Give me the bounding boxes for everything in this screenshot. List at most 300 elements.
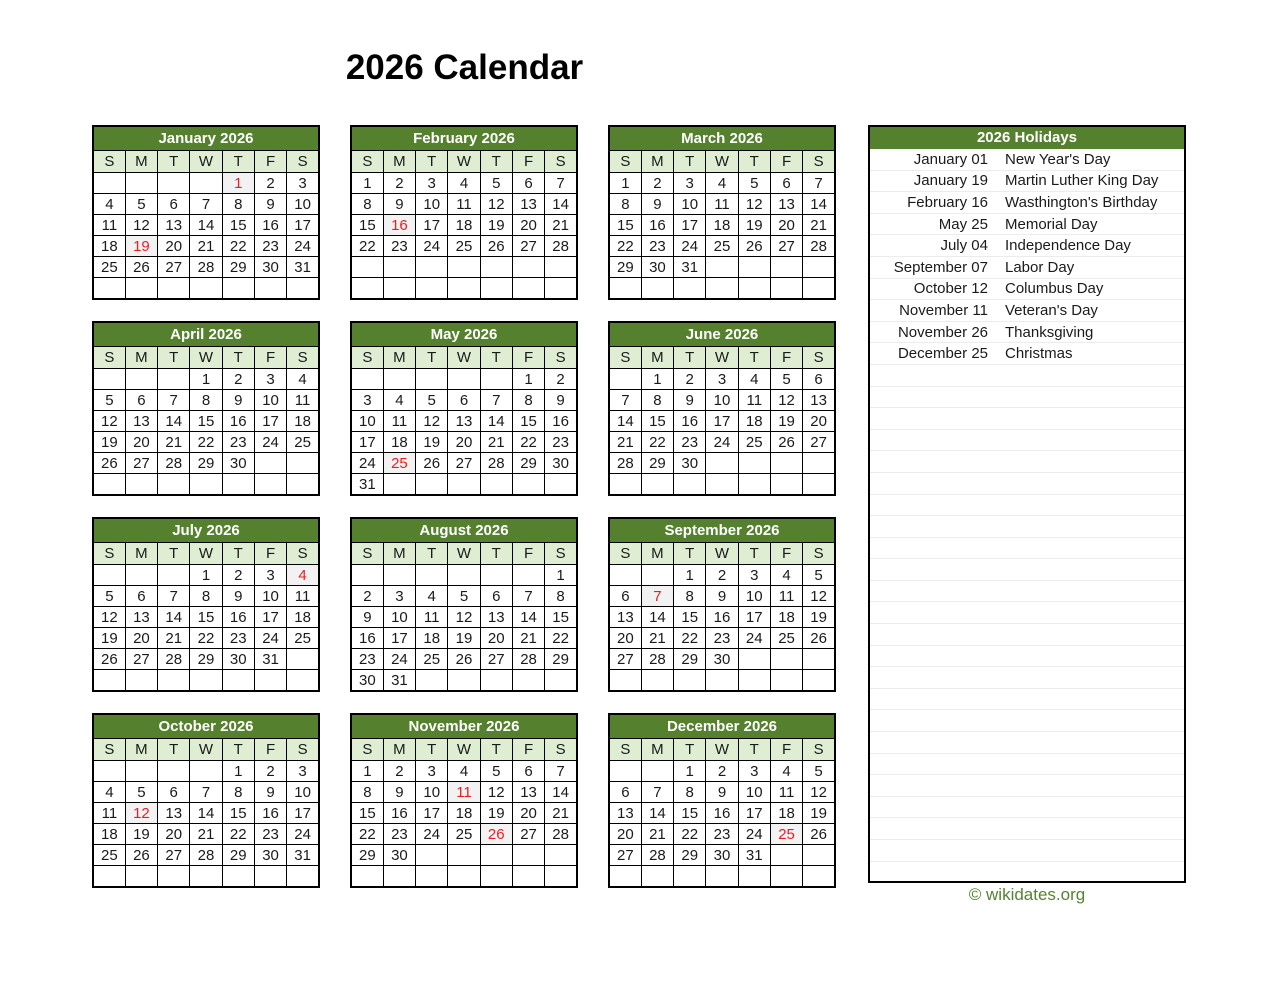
day-cell: 29 (609, 257, 641, 278)
day-cell: 20 (803, 411, 835, 432)
empty-day-cell (287, 278, 319, 300)
empty-day-cell (641, 866, 673, 888)
weekday-header: S (545, 151, 577, 173)
holidays-panel (868, 125, 1186, 883)
day-cell: 7 (803, 173, 835, 194)
day-cell: 25 (416, 649, 448, 670)
day-cell: 20 (480, 628, 512, 649)
day-cell: 13 (480, 607, 512, 628)
day-cell: 18 (287, 607, 319, 628)
day-cell: 11 (93, 803, 125, 824)
day-cell: 18 (287, 411, 319, 432)
empty-day-cell (254, 278, 286, 300)
day-cell: 3 (674, 173, 706, 194)
day-cell: 3 (706, 369, 738, 390)
day-cell: 26 (803, 628, 835, 649)
weekday-header: S (545, 347, 577, 369)
weekday-header: F (254, 543, 286, 565)
day-cell: 28 (512, 649, 544, 670)
day-cell: 12 (480, 194, 512, 215)
day-cell: 3 (254, 369, 286, 390)
empty-day-cell (609, 761, 641, 782)
weekday-header: W (448, 543, 480, 565)
day-cell: 17 (351, 432, 383, 453)
empty-day-cell (480, 845, 512, 866)
weekday-header: S (803, 543, 835, 565)
holiday-date: December 25 (897, 345, 988, 363)
month-header: February 2026 (351, 126, 577, 151)
day-cell: 29 (545, 649, 577, 670)
day-cell: 28 (641, 649, 673, 670)
holiday-name: Labor Day (1005, 258, 1075, 276)
empty-day-cell (190, 670, 222, 692)
empty-day-cell (609, 565, 641, 586)
day-cell: 12 (480, 782, 512, 803)
empty-day-cell (287, 453, 319, 474)
empty-day-cell (545, 866, 577, 888)
day-cell: 27 (480, 649, 512, 670)
empty-day-cell (674, 278, 706, 300)
holiday-date: January 19 (913, 172, 988, 190)
weekday-header: F (770, 151, 802, 173)
empty-day-cell (287, 474, 319, 496)
day-cell: 11 (383, 411, 415, 432)
holiday-empty-row (870, 473, 1184, 495)
copyright-footer (868, 885, 1186, 905)
holiday-name: Independence Day (1005, 237, 1131, 255)
month-header: September 2026 (609, 518, 835, 543)
day-cell: 13 (125, 607, 157, 628)
day-cell: 8 (641, 390, 673, 411)
empty-day-cell (738, 866, 770, 888)
empty-day-cell (641, 278, 673, 300)
empty-day-cell (158, 369, 190, 390)
day-cell: 27 (609, 845, 641, 866)
month-header: January 2026 (93, 126, 319, 151)
day-cell: 5 (770, 369, 802, 390)
day-cell: 28 (641, 845, 673, 866)
day-cell: 3 (416, 761, 448, 782)
day-cell: 7 (158, 586, 190, 607)
holiday-empty-row (870, 365, 1184, 387)
day-cell: 20 (512, 215, 544, 236)
day-cell: 20 (512, 803, 544, 824)
month-header: June 2026 (609, 322, 835, 347)
holiday-row (870, 235, 1184, 257)
empty-day-cell (416, 670, 448, 692)
day-cell: 27 (803, 432, 835, 453)
day-cell: 1 (351, 761, 383, 782)
day-cell: 1 (222, 761, 254, 782)
holiday-date: May 25 (938, 215, 988, 233)
empty-day-cell (738, 670, 770, 692)
empty-day-cell (641, 761, 673, 782)
weekday-header: M (383, 739, 415, 761)
day-cell: 25 (93, 257, 125, 278)
holiday-day-cell: 12 (125, 803, 157, 824)
empty-day-cell (93, 474, 125, 496)
holiday-day-cell: 25 (383, 453, 415, 474)
day-cell: 24 (383, 649, 415, 670)
day-cell: 2 (222, 369, 254, 390)
day-cell: 10 (254, 390, 286, 411)
day-cell: 2 (545, 369, 577, 390)
day-cell: 21 (190, 236, 222, 257)
day-cell: 18 (448, 803, 480, 824)
day-cell: 1 (674, 565, 706, 586)
day-cell: 18 (93, 824, 125, 845)
day-cell: 19 (416, 432, 448, 453)
weekday-header: S (609, 543, 641, 565)
day-cell: 2 (351, 586, 383, 607)
day-cell: 5 (738, 173, 770, 194)
empty-day-cell (158, 761, 190, 782)
day-cell: 5 (416, 390, 448, 411)
holiday-empty-row (870, 862, 1184, 883)
day-cell: 31 (287, 257, 319, 278)
day-cell: 26 (803, 824, 835, 845)
day-cell: 22 (190, 432, 222, 453)
day-cell: 6 (158, 782, 190, 803)
day-cell: 20 (609, 824, 641, 845)
weekday-header: T (674, 347, 706, 369)
weekday-header: S (803, 151, 835, 173)
empty-day-cell (706, 866, 738, 888)
day-cell: 9 (545, 390, 577, 411)
weekday-header: M (641, 347, 673, 369)
weekday-header: S (545, 739, 577, 761)
holiday-day-cell: 25 (770, 824, 802, 845)
day-cell: 17 (254, 411, 286, 432)
day-cell: 18 (770, 803, 802, 824)
empty-day-cell (480, 565, 512, 586)
day-cell: 28 (480, 453, 512, 474)
day-cell: 28 (803, 236, 835, 257)
weekday-header: M (125, 151, 157, 173)
day-cell: 13 (609, 803, 641, 824)
day-cell: 29 (190, 453, 222, 474)
day-cell: 13 (158, 803, 190, 824)
empty-day-cell (351, 866, 383, 888)
weekday-header: T (158, 739, 190, 761)
day-cell: 15 (641, 411, 673, 432)
month-calendar-november-2026 (350, 713, 578, 888)
day-cell: 23 (674, 432, 706, 453)
day-cell: 18 (383, 432, 415, 453)
day-cell: 29 (674, 845, 706, 866)
month-header: April 2026 (93, 322, 319, 347)
empty-day-cell (609, 369, 641, 390)
month-calendar-june-2026 (608, 321, 836, 496)
weekday-header: W (706, 739, 738, 761)
wikidates-link[interactable]: © wikidates.org (968, 885, 1086, 904)
empty-day-cell (480, 474, 512, 496)
weekday-header: W (190, 347, 222, 369)
day-cell: 23 (383, 824, 415, 845)
holiday-empty-row (870, 775, 1184, 797)
day-cell: 29 (351, 845, 383, 866)
holiday-name: Martin Luther King Day (1005, 172, 1159, 190)
day-cell: 25 (770, 628, 802, 649)
holiday-row (870, 214, 1184, 236)
empty-day-cell (803, 649, 835, 670)
day-cell: 17 (254, 607, 286, 628)
months-grid (92, 125, 836, 888)
day-cell: 4 (770, 761, 802, 782)
empty-day-cell (254, 866, 286, 888)
empty-day-cell (448, 369, 480, 390)
empty-day-cell (222, 866, 254, 888)
day-cell: 2 (641, 173, 673, 194)
holiday-date: January 01 (913, 150, 988, 168)
day-cell: 2 (706, 761, 738, 782)
holiday-row (870, 257, 1184, 279)
month-header: March 2026 (609, 126, 835, 151)
holiday-row (870, 171, 1184, 193)
day-cell: 27 (448, 453, 480, 474)
day-cell: 8 (351, 194, 383, 215)
weekday-header: S (287, 543, 319, 565)
day-cell: 8 (674, 782, 706, 803)
weekday-header: T (480, 347, 512, 369)
weekday-header: F (770, 739, 802, 761)
month-calendar-march-2026 (608, 125, 836, 300)
weekday-header: F (254, 151, 286, 173)
day-cell: 28 (545, 824, 577, 845)
day-cell: 15 (222, 803, 254, 824)
holiday-row (870, 322, 1184, 344)
day-cell: 28 (190, 845, 222, 866)
holiday-name: Columbus Day (1005, 280, 1104, 298)
empty-day-cell (674, 866, 706, 888)
day-cell: 20 (448, 432, 480, 453)
day-cell: 12 (738, 194, 770, 215)
day-cell: 28 (158, 453, 190, 474)
empty-day-cell (770, 845, 802, 866)
day-cell: 8 (512, 390, 544, 411)
day-cell: 11 (287, 390, 319, 411)
day-cell: 9 (383, 194, 415, 215)
month-calendar-may-2026 (350, 321, 578, 496)
day-cell: 3 (738, 565, 770, 586)
day-cell: 5 (93, 586, 125, 607)
day-cell: 10 (674, 194, 706, 215)
day-cell: 14 (190, 803, 222, 824)
day-cell: 31 (351, 474, 383, 496)
empty-day-cell (803, 453, 835, 474)
empty-day-cell (222, 278, 254, 300)
day-cell: 11 (770, 782, 802, 803)
day-cell: 2 (383, 761, 415, 782)
holiday-day-cell: 26 (480, 824, 512, 845)
day-cell: 2 (706, 565, 738, 586)
day-cell: 14 (190, 215, 222, 236)
day-cell: 9 (706, 586, 738, 607)
day-cell: 16 (383, 803, 415, 824)
day-cell: 30 (641, 257, 673, 278)
day-cell: 1 (190, 369, 222, 390)
day-cell: 13 (448, 411, 480, 432)
day-cell: 22 (545, 628, 577, 649)
empty-day-cell (125, 761, 157, 782)
empty-day-cell (706, 278, 738, 300)
day-cell: 11 (448, 194, 480, 215)
empty-day-cell (383, 866, 415, 888)
day-cell: 30 (545, 453, 577, 474)
day-cell: 18 (93, 236, 125, 257)
day-cell: 14 (641, 607, 673, 628)
day-cell: 15 (190, 607, 222, 628)
day-cell: 3 (351, 390, 383, 411)
empty-day-cell (416, 369, 448, 390)
day-cell: 22 (222, 236, 254, 257)
weekday-header: F (254, 347, 286, 369)
day-cell: 15 (609, 215, 641, 236)
month-calendar-january-2026 (92, 125, 320, 300)
holiday-name: New Year's Day (1005, 150, 1111, 168)
weekday-header: S (351, 151, 383, 173)
weekday-header: W (448, 739, 480, 761)
month-header: December 2026 (609, 714, 835, 739)
day-cell: 17 (706, 411, 738, 432)
empty-day-cell (803, 845, 835, 866)
day-cell: 25 (706, 236, 738, 257)
day-cell: 1 (545, 565, 577, 586)
day-cell: 10 (383, 607, 415, 628)
empty-day-cell (512, 257, 544, 278)
day-cell: 22 (190, 628, 222, 649)
empty-day-cell (383, 278, 415, 300)
empty-day-cell (641, 565, 673, 586)
empty-day-cell (803, 866, 835, 888)
holiday-row (870, 343, 1184, 365)
weekday-header: M (641, 739, 673, 761)
day-cell: 27 (512, 824, 544, 845)
day-cell: 6 (512, 761, 544, 782)
holiday-name: Wasthington's Birthday (1005, 193, 1158, 211)
day-cell: 18 (738, 411, 770, 432)
day-cell: 14 (158, 607, 190, 628)
day-cell: 20 (609, 628, 641, 649)
day-cell: 23 (706, 628, 738, 649)
day-cell: 8 (545, 586, 577, 607)
day-cell: 24 (674, 236, 706, 257)
day-cell: 15 (545, 607, 577, 628)
day-cell: 21 (545, 803, 577, 824)
day-cell: 6 (609, 586, 641, 607)
holiday-row (870, 300, 1184, 322)
day-cell: 16 (254, 803, 286, 824)
empty-day-cell (738, 257, 770, 278)
day-cell: 28 (190, 257, 222, 278)
day-cell: 11 (706, 194, 738, 215)
day-cell: 23 (545, 432, 577, 453)
day-cell: 4 (287, 369, 319, 390)
day-cell: 27 (158, 845, 190, 866)
empty-day-cell (545, 474, 577, 496)
day-cell: 15 (674, 803, 706, 824)
day-cell: 8 (351, 782, 383, 803)
month-header: November 2026 (351, 714, 577, 739)
day-cell: 7 (190, 782, 222, 803)
holiday-day-cell: 1 (222, 173, 254, 194)
empty-day-cell (416, 474, 448, 496)
holiday-date: November 11 (899, 301, 988, 319)
empty-day-cell (609, 866, 641, 888)
day-cell: 10 (416, 782, 448, 803)
empty-day-cell (770, 278, 802, 300)
day-cell: 4 (93, 194, 125, 215)
day-cell: 20 (770, 215, 802, 236)
holiday-empty-row (870, 667, 1184, 689)
day-cell: 21 (803, 215, 835, 236)
day-cell: 30 (222, 453, 254, 474)
empty-day-cell (125, 866, 157, 888)
empty-day-cell (738, 453, 770, 474)
holiday-row (870, 192, 1184, 214)
day-cell: 7 (480, 390, 512, 411)
day-cell: 17 (287, 803, 319, 824)
empty-day-cell (448, 670, 480, 692)
holiday-empty-row (870, 646, 1184, 668)
empty-day-cell (222, 670, 254, 692)
weekday-header: T (416, 543, 448, 565)
weekday-header: F (512, 739, 544, 761)
holiday-empty-row (870, 797, 1184, 819)
day-cell: 13 (803, 390, 835, 411)
empty-day-cell (254, 453, 286, 474)
empty-day-cell (93, 278, 125, 300)
weekday-header: M (383, 151, 415, 173)
holiday-name: Thanksgiving (1005, 323, 1094, 341)
day-cell: 7 (641, 782, 673, 803)
day-cell: 26 (93, 453, 125, 474)
holiday-empty-row (870, 689, 1184, 711)
day-cell: 22 (222, 824, 254, 845)
empty-day-cell (480, 866, 512, 888)
day-cell: 30 (706, 845, 738, 866)
empty-day-cell (545, 845, 577, 866)
empty-day-cell (480, 257, 512, 278)
day-cell: 20 (125, 432, 157, 453)
holiday-date: November 26 (897, 323, 988, 341)
day-cell: 7 (609, 390, 641, 411)
day-cell: 8 (190, 586, 222, 607)
empty-day-cell (770, 670, 802, 692)
weekday-header: M (383, 543, 415, 565)
day-cell: 11 (416, 607, 448, 628)
day-cell: 30 (383, 845, 415, 866)
holiday-date: September 07 (893, 258, 988, 276)
day-cell: 12 (93, 411, 125, 432)
day-cell: 24 (351, 453, 383, 474)
holiday-day-cell: 7 (641, 586, 673, 607)
empty-day-cell (416, 845, 448, 866)
holiday-empty-row (870, 818, 1184, 840)
empty-day-cell (351, 278, 383, 300)
day-cell: 29 (190, 649, 222, 670)
day-cell: 30 (351, 670, 383, 692)
empty-day-cell (512, 845, 544, 866)
empty-day-cell (383, 565, 415, 586)
empty-day-cell (706, 453, 738, 474)
empty-day-cell (480, 278, 512, 300)
weekday-header: T (674, 543, 706, 565)
day-cell: 30 (706, 649, 738, 670)
day-cell: 6 (803, 369, 835, 390)
day-cell: 19 (480, 215, 512, 236)
month-header: July 2026 (93, 518, 319, 543)
